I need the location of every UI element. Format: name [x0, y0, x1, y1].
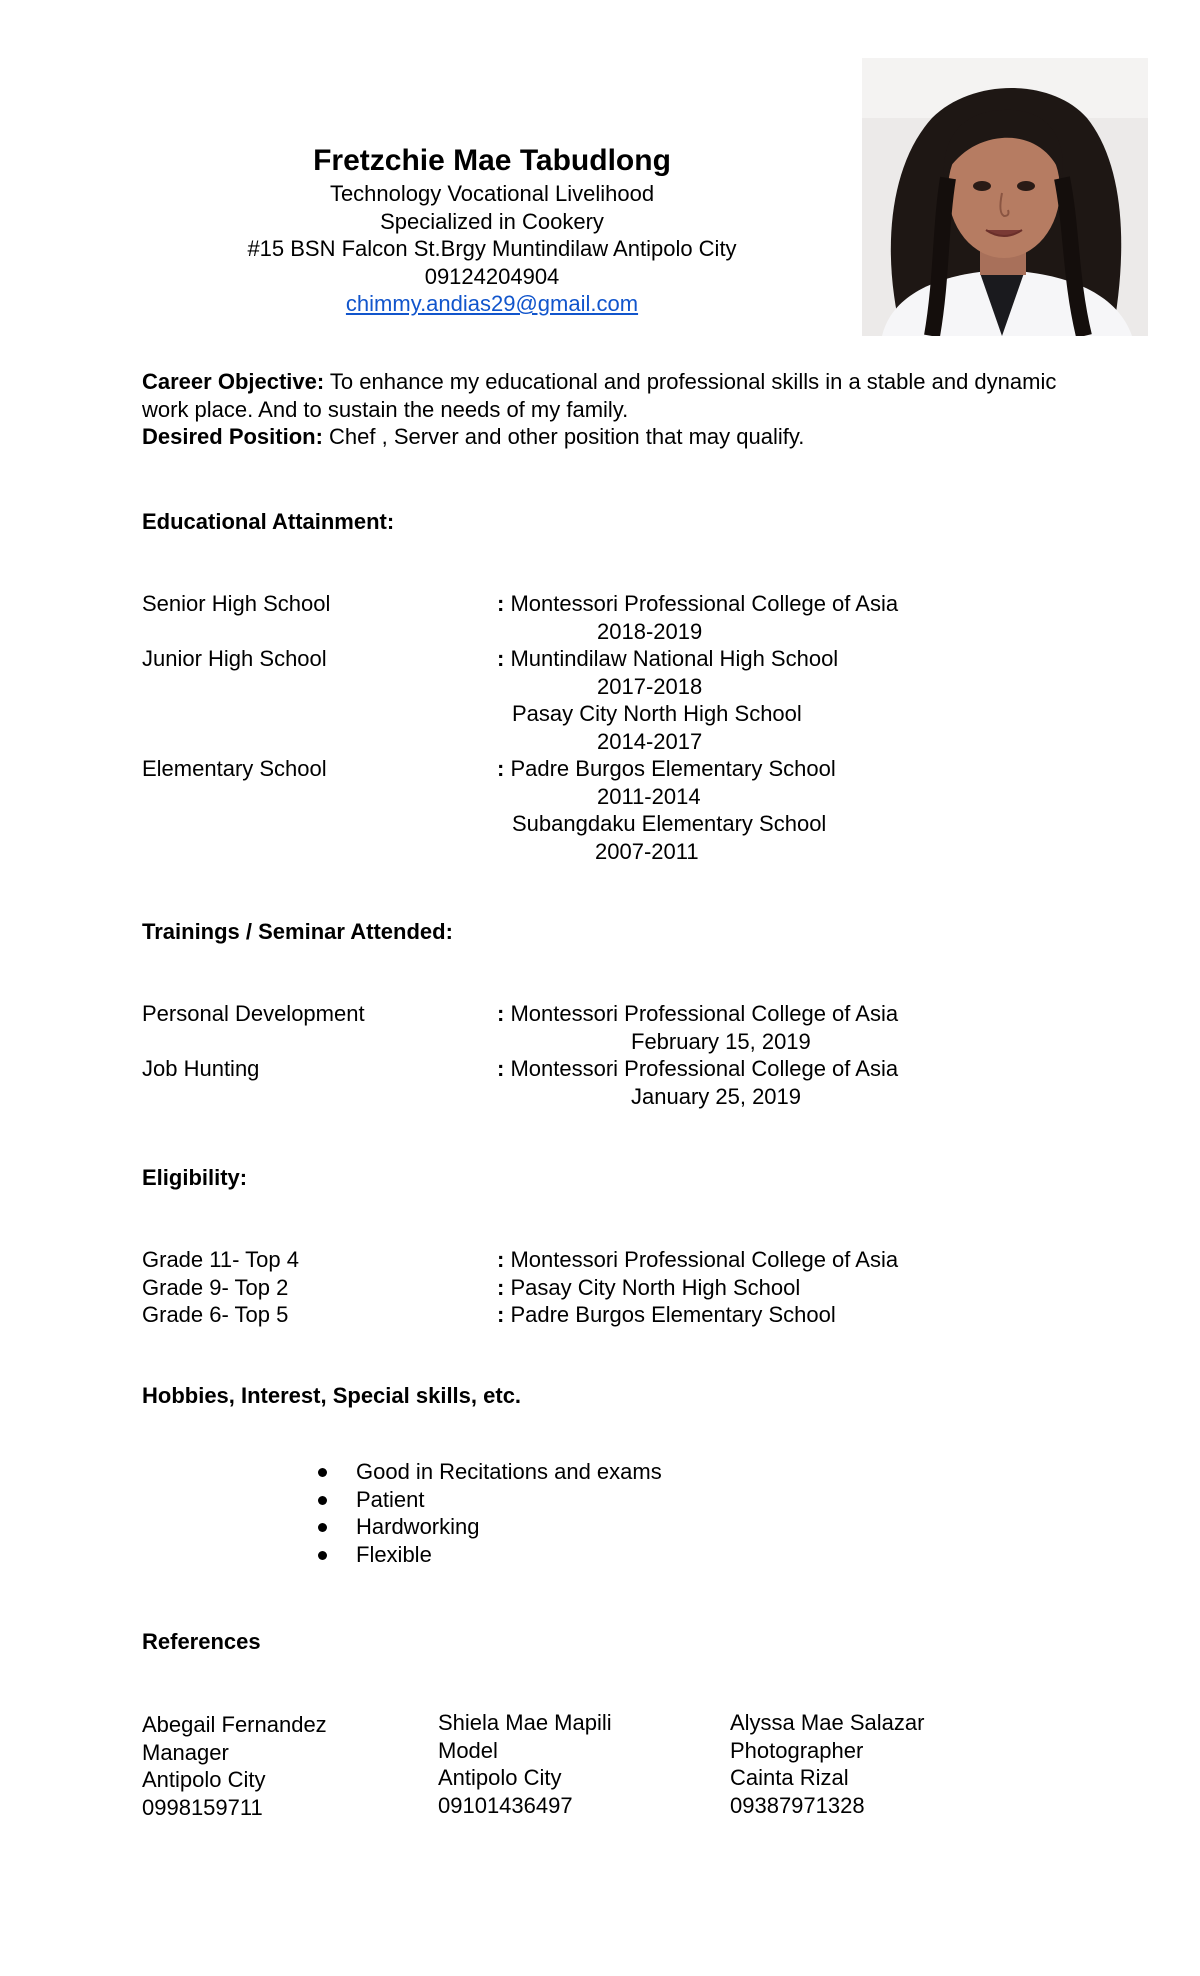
eligibility-school: : Padre Burgos Elementary School	[497, 1302, 836, 1327]
eligibility-row	[142, 1274, 1042, 1302]
desired-position	[142, 423, 1062, 451]
education-school: : Montessori Professional College of Asia	[497, 591, 899, 616]
education-level: Junior High School	[142, 646, 327, 671]
reference-phone: 0998159711	[142, 1794, 263, 1820]
eligibility-rank: Grade 9- Top 2	[142, 1274, 289, 1300]
objective-section	[142, 368, 1062, 451]
education-school: Pasay City North High School	[512, 701, 802, 726]
program-line: Technology Vocational Livelihood	[329, 181, 655, 206]
eligibility-heading: Eligibility:	[142, 1165, 248, 1190]
hobbies-heading: Hobbies, Interest, Special skills, etc.	[142, 1383, 522, 1408]
reference-role: Photographer	[730, 1737, 864, 1763]
reference-phone: 09101436497	[438, 1792, 573, 1818]
address-line: #15 BSN Falcon St.Brgy Muntindilaw Antipolo City	[247, 236, 737, 261]
specialization-line: Specialized in Cookery	[380, 208, 604, 234]
references-heading: References	[142, 1629, 261, 1654]
reference-phone: 09387971328	[730, 1792, 865, 1818]
education-years: 2011-2014	[597, 783, 701, 809]
education-level: Elementary School	[142, 756, 327, 781]
training-name: Job Hunting	[142, 1056, 260, 1081]
training-place: : Montessori Professional College of Asia	[497, 1001, 899, 1026]
eligibility-school: : Montessori Professional College of Asia	[497, 1247, 899, 1272]
education-row	[142, 645, 1042, 673]
bullet-icon	[318, 1468, 327, 1477]
bullet-icon	[318, 1496, 327, 1505]
training-name: Personal Development	[142, 1001, 365, 1026]
education-row	[142, 590, 1042, 618]
career-objective-text: To enhance my educational and professional skills in a stable and dynamic work place. And to sustain the needs of my family.	[142, 369, 1057, 422]
education-years: 2014-2017	[597, 728, 703, 754]
reference-name: Alyssa Mae Salazar	[730, 1710, 925, 1735]
reference-role: Model	[438, 1737, 498, 1763]
education-school: : Muntindilaw National High School	[497, 646, 839, 671]
email-link[interactable]: chimmy.andias29@gmail.com	[345, 291, 639, 316]
education-years: 2007-2011	[595, 838, 699, 864]
eligibility-rank: Grade 6- Top 5	[142, 1302, 289, 1327]
reference-place: Antipolo City	[438, 1765, 562, 1790]
education-row	[142, 755, 1042, 783]
career-objective-label: Career Objective:	[142, 369, 325, 394]
reference-card	[142, 1711, 327, 1821]
desired-position-text: Chef , Server and other position that may qualify.	[322, 424, 805, 449]
education-level: Senior High School	[142, 591, 331, 616]
eligibility-rank: Grade 11- Top 4	[142, 1247, 299, 1272]
training-place: : Montessori Professional College of Asia	[497, 1056, 899, 1081]
reference-place: Cainta Rizal	[730, 1765, 849, 1790]
eligibility-row	[142, 1301, 1042, 1329]
education-heading: Educational Attainment:	[142, 509, 395, 534]
training-row	[142, 1055, 1042, 1083]
training-row	[142, 1000, 1042, 1028]
reference-card	[730, 1709, 924, 1819]
reference-name: Abegail Fernandez	[142, 1712, 327, 1737]
reference-place: Antipolo City	[142, 1767, 266, 1792]
bullet-icon	[318, 1551, 327, 1560]
career-objective	[142, 368, 1062, 423]
bullet-icon	[318, 1523, 327, 1532]
applicant-name: Fretzchie Mae Tabudlong	[313, 144, 671, 177]
trainings-heading: Trainings / Seminar Attended:	[142, 919, 453, 944]
phone-line: 09124204904	[424, 263, 560, 289]
training-date: January 25, 2019	[631, 1083, 802, 1109]
education-years: 2017-2018	[597, 673, 703, 699]
education-school: : Padre Burgos Elementary School	[497, 756, 836, 781]
training-date: February 15, 2019	[631, 1028, 811, 1054]
desired-position-label: Desired Position:	[142, 424, 323, 449]
eligibility-row	[142, 1246, 1042, 1274]
profile-photo	[862, 58, 1148, 336]
eligibility-school: : Pasay City North High School	[497, 1274, 801, 1300]
education-years: 2018-2019	[597, 618, 703, 644]
resume-header	[142, 143, 842, 318]
reference-name: Shiela Mae Mapili	[438, 1710, 612, 1735]
reference-card	[438, 1709, 612, 1819]
reference-role: Manager	[142, 1739, 229, 1765]
education-school: Subangdaku Elementary School	[512, 811, 827, 836]
